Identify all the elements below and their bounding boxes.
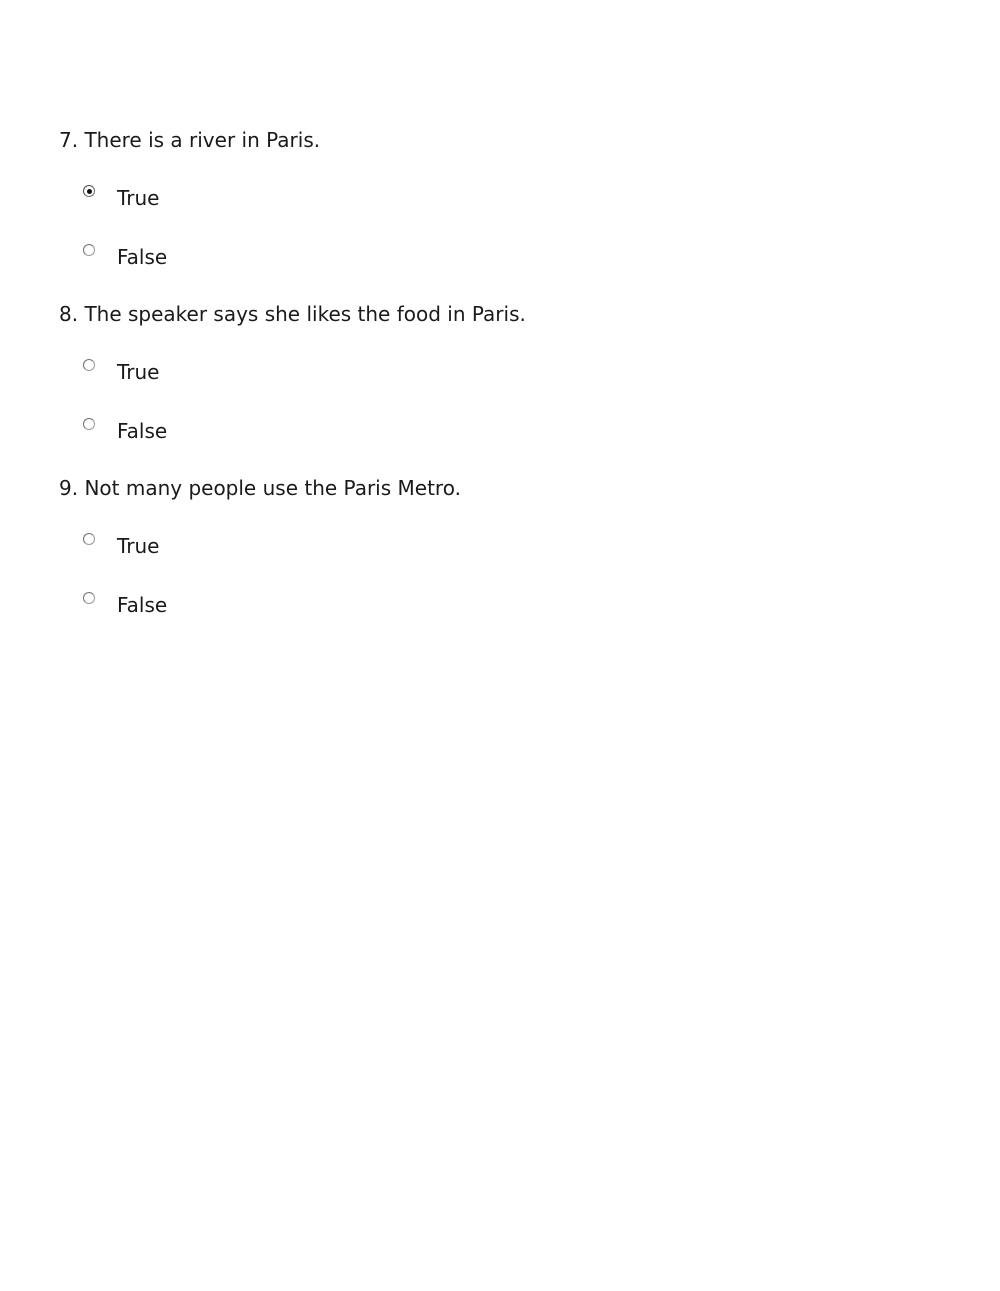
radio-button[interactable] [83,359,95,371]
option-label: False [117,245,168,269]
question-8 [59,301,959,444]
question-7 [59,127,959,270]
question-9-option-true[interactable] [80,533,959,559]
option-label: True [117,186,160,210]
question-9 [59,475,959,618]
radio-button[interactable] [83,592,95,604]
option-label: True [117,360,160,384]
question-7-option-false[interactable] [80,244,959,270]
question-8-option-false[interactable] [80,418,959,444]
question-text: 9. Not many people use the Paris Metro. [59,476,461,500]
radio-button[interactable] [83,418,95,430]
question-7-option-true[interactable] [80,185,959,211]
question-9-option-false[interactable] [80,592,959,618]
option-label: True [117,534,160,558]
radio-button[interactable] [83,533,95,545]
option-label: False [117,419,168,443]
question-8-option-true[interactable] [80,359,959,385]
question-text: 8. The speaker says she likes the food in Paris. [59,302,526,326]
radio-selected-dot [87,189,92,194]
radio-button[interactable] [83,185,95,197]
radio-button[interactable] [83,244,95,256]
question-text: 7. There is a river in Paris. [59,128,321,152]
option-label: False [117,593,168,617]
